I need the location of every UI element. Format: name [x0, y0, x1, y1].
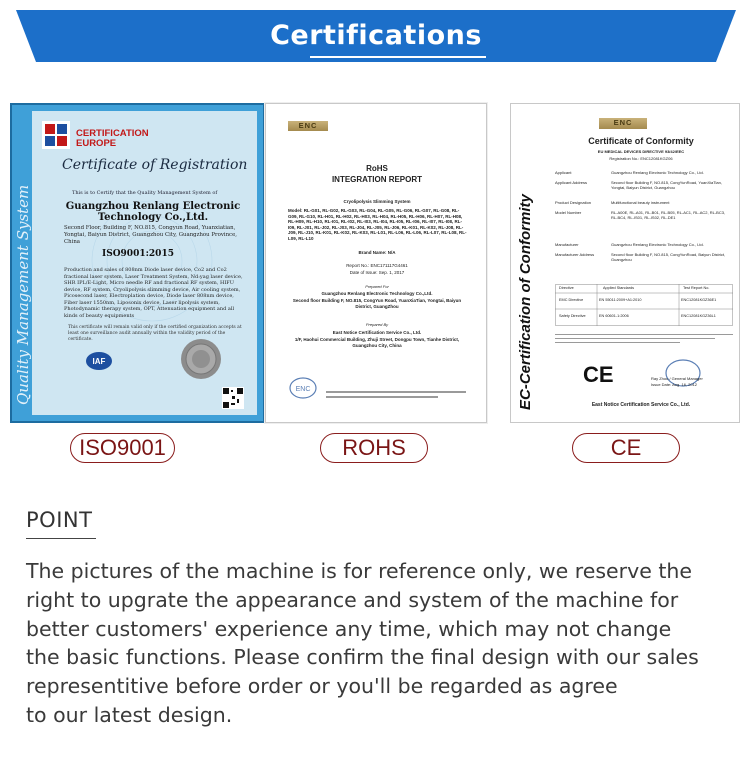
- ce-table-cell: EN 60601-1:2006: [599, 314, 629, 318]
- iso9001-label: ISO9001: [70, 433, 175, 463]
- iso-company: Guangzhou Renlang Electronic Technology Co.,Ltd.: [65, 201, 241, 223]
- svg-text:ENC: ENC: [295, 386, 311, 393]
- ce-row-label: Manufacturer Address: [555, 252, 595, 257]
- ce-title: Certificate of Conformity: [588, 136, 694, 146]
- ce-table-cell: EN 55011:2009+A1:2010: [599, 298, 642, 302]
- rohs-report-no: Report No.: ENC171117G4461: [346, 263, 408, 268]
- iso-intro: This is to Certify that the Quality Management System of: [72, 190, 218, 196]
- ce-mark-icon: CE: [583, 362, 614, 387]
- header-banner: [16, 10, 736, 62]
- ce-table-cell: ENC12081KGZ36L1: [681, 314, 716, 318]
- rohs-issue-date: Date of Issue: Sep. 1, 2017: [349, 270, 405, 275]
- rohs-lab: East Notice Certification Service Co., Ltd.: [332, 330, 422, 335]
- ce-certificate-image: [510, 103, 740, 423]
- rohs-certificate-image: [265, 103, 487, 423]
- disclaimer-line: representitive before order or you'll be regarded as agree: [26, 674, 618, 699]
- ce-body-lines: [555, 334, 733, 346]
- seal-icon: [180, 338, 222, 380]
- rohs-footer-lines: [326, 391, 466, 401]
- certification-europe-logo: [42, 121, 70, 149]
- ce-subtitle: EU MEDICAL DEVICES DIRECTIVE 93/42/EEC: [597, 149, 685, 154]
- rohs-heading: RoHS: [366, 164, 388, 173]
- ce-side-text: EC-Certification of Conformity: [517, 194, 534, 410]
- ce-row-value: RL-A00E, RL-A01, RL-B01, RL-B05, RL-AC1, RL-AC2, RL-BC3, RL-BC4, RL-IS01, RL-IS02, RL-DE1: [611, 210, 726, 220]
- ce-lab: East Notice Certification Service Co., Ltd.: [591, 402, 691, 408]
- ce-standards-table-grid: [555, 284, 733, 326]
- iso-scope: Production and sales of 808nm Diode laser device, Co2 and Co2 fractional laser system, Laser Treatment System, Nd:yag laser device, SHR IPL/E-Light, Micro needle RF and fractional RF system, HIFU device, RF system, Cryolipolysis slimming device, Air cooling system, Picosecond laser, Electroplation device, Diode laser 808nm device, Fiber laser 1550nm, Liposonix device, Laser lipolysis system, Photodynamic therapy system, OPT, Attenuation equipment and all kinds of beauty equipments: [64, 267, 243, 319]
- disclaimer-line: the basic functions. Please confirm the final design with our sales: [26, 645, 699, 670]
- iso-address: Second Floor, Building F, NO.815, Congyun Road, Yuanxiatian, Yongtai, Baiyun District, Guangzhou City, Guangzhou Province, China: [64, 225, 237, 245]
- enc-logo: ENC: [599, 118, 647, 129]
- disclaimer-line: better customers' experience any time, which may not change: [26, 616, 672, 641]
- iso-side-text: Quality Management System: [14, 184, 32, 405]
- rohs-brand-name: Brand Name: N/A: [358, 250, 396, 255]
- rohs-lab-address: 1/F, Haohui Commercial Building, Zhuji Street, Dongpu Town, Tianhe District, Guangzhou City, China: [294, 337, 460, 348]
- qr-code-icon: [222, 387, 244, 409]
- disclaimer-text: [26, 557, 741, 730]
- svg-text:IAF: IAF: [92, 357, 106, 366]
- ce-table-cell: Safety Directive: [559, 314, 586, 318]
- title-underline: [310, 56, 486, 58]
- ce-table-cell: EMC Directive: [559, 298, 584, 302]
- ce-row-value: Second floor Building F, NO.815, CongYunRoad, YuanXiaTian, Yongtai, Baiyun District, Guangzhou: [611, 180, 722, 190]
- ce-row-label: Model Number: [555, 210, 582, 215]
- disclaimer-line: right to upgrate the appearance and system of the machine for: [26, 587, 679, 612]
- ce-row-label: Product Designation: [555, 200, 592, 205]
- ce-table-header: Directive: [559, 286, 574, 290]
- ce-issue-date: Issue Date: Aug. 16, 2012: [651, 382, 698, 387]
- point-underline: [26, 538, 96, 539]
- iso-certificate-image: [10, 103, 265, 423]
- rohs-prepared-for: Prepared For: [365, 284, 389, 289]
- rohs-models: Model: RL-G01, RL-G02, RL-G03, RL-G04, RL-G05, RL-G06, RL-G07, RL-G08, RL-G09, RL-G10, RL-H01, RL-H02, RL-H03, RL-H04, RL-H05, RL-H06, RL-H07, RL-H08, RL-H09, RL-H10, RL-I01, RL-I02, RL-I03, RL-I04, RL-I05, RL-I06, RL-I07, RL-I08, RL-I09, RL-J01, RL-J02, RL-J03, RL-J04, RL-J05, RL-J06, RL-K01, RL-K02, RL-J08, RL-J09, RL-J10, RL-K01, RL-K02, RL-K03, RL-L01, RL-L06, RL-L06, RL-L07, RL-L08, RL-L09, RL-L10: [288, 208, 467, 241]
- ce-row-label: Applicant Address: [555, 180, 588, 185]
- ce-row-label: Applicant: [555, 170, 572, 175]
- rohs-applicant-address: Second floor Building F, NO.815, CongYun Road, YuanXiaTian, Yongtai, Baiyun District, GuangZhou: [292, 298, 462, 309]
- rohs-heading-2: INTEGRATION REPORT: [331, 175, 423, 184]
- ce-row-label: Manufacturer: [555, 242, 579, 247]
- ce-table-header: Test Report No.: [683, 286, 710, 290]
- rohs-label: ROHS: [320, 433, 428, 463]
- disclaimer-line: to our latest design.: [26, 702, 233, 727]
- ce-table-cell: ENC12081KGZ36E1: [681, 298, 717, 302]
- point-heading: POINT: [26, 508, 93, 532]
- iso-standard: ISO9001:2015: [102, 249, 174, 259]
- page-title: Certifications: [270, 20, 482, 51]
- ce-table-header: Applied Standards: [603, 286, 635, 290]
- ce-row-value: Guangzhou Renlang Electronic Technology Co., Ltd.: [611, 170, 704, 175]
- enc-logo: ENC: [288, 121, 328, 131]
- rohs-product: Cryolipolysis Slimming System: [343, 199, 411, 204]
- disclaimer-line: The pictures of the machine is for reference only, we reserve the: [26, 559, 692, 583]
- ce-row-value: Multifunctional beauty instrument: [611, 200, 670, 205]
- ce-signatory: Ray Zhou / General Manager: [651, 376, 703, 381]
- ce-registration-no: Registration No.: ENC12081KGZ06: [609, 156, 673, 161]
- rohs-applicant: Guangzhou Renlang Electronic Technology Co.,Ltd.: [321, 291, 433, 296]
- iaf-logo: [85, 351, 113, 371]
- stamp-icon: [288, 376, 318, 400]
- ce-label: CE: [572, 433, 680, 463]
- ce-row-value: Second floor Building F, NO.815, CongYunRoad, Baiyun District, Guangzhou: [611, 252, 726, 262]
- iso-brand: CERTIFICATION EUROPE: [76, 128, 149, 149]
- rohs-prepared-by: Prepared By: [365, 322, 389, 327]
- iso-title: Certificate of Registration: [62, 157, 248, 173]
- ce-row-value: Guangzhou Renlang Electronic Technology Co., Ltd.: [611, 242, 704, 247]
- iso-footnote: This certificate will remain valid only if the certified organization accepts at least one surveillance audit annually within the validity period of the certificate.: [68, 325, 242, 342]
